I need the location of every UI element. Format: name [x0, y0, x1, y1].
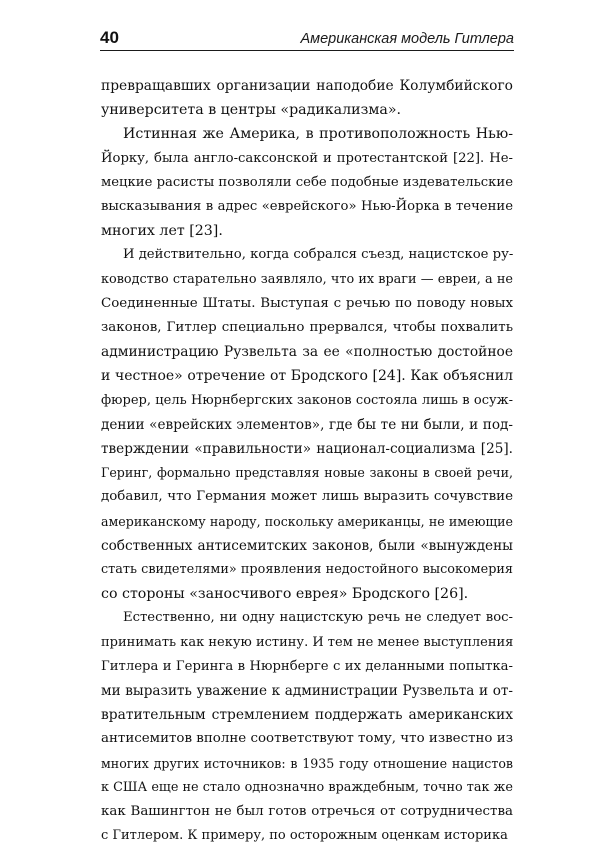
text-line: американскому народу, поскольку американцы, не имеющие [101, 513, 513, 529]
text-line: добавил, что Германия может лишь выразить сочувствие [101, 489, 513, 505]
text-line: ми выразить уважение к администрации Рузвельта и от- [101, 683, 513, 700]
text-line: антисемитов вполне соответствуют тому, что известно из [101, 731, 513, 747]
text-line: мецкие расисты позволяли себе подобные издевательские [101, 174, 513, 190]
text-line: со стороны «заносчивого еврея» Бродского [26]. [101, 586, 469, 603]
text-line: Йорку, была англо-саксонской и протестантской [22]. Не- [101, 150, 513, 166]
text-line: Истинная же Америка, в противоположность Нью- [123, 126, 513, 143]
text-line: собственных антисемитских законов, были «вынуждены [101, 537, 513, 554]
text-line: фюрер, цель Нюрнбергских законов состояла лишь в осуж- [101, 392, 513, 408]
text-line: и честное» отречение от Бродского [24]. Как объяснил [101, 368, 513, 385]
text-line: вратительным стремлением поддержать американских [101, 707, 513, 724]
text-line: принимать как некую истину. И тем не менее выступления [101, 634, 513, 650]
text-line: высказывания в адрес «еврейского» Нью-Йорка в течение [101, 199, 513, 215]
text-line: тверждении «правильности» национал-социализма [25]. [101, 441, 513, 458]
text-line: законов, Гитлер специально прервался, чтобы похвалить [101, 320, 513, 336]
paragraph [101, 122, 513, 243]
paragraph [101, 606, 513, 848]
text-line: превращавших организации наподобие Колумбийского [101, 78, 513, 94]
text-line: ководство старательно заявляло, что их враги — евреи, а не [101, 271, 513, 287]
text-line: дении «еврейских элементов», где бы те ни были, и под- [101, 416, 513, 433]
text-line: Естественно, ни одну нацистскую речь не следует вос- [123, 610, 513, 626]
body-text [101, 74, 513, 849]
text-line: администрацию Рузвельта за ее «полностью достойное [101, 344, 513, 361]
text-line: многих других источников: в 1935 году отношение нацистов [101, 755, 513, 771]
text-line: Соединенные Штаты. Выступая с речью по поводу новых [101, 295, 513, 311]
text-line: многих лет [23]. [101, 223, 223, 240]
text-line: как Вашингтон не был готов отречься от сотрудничества [101, 804, 513, 820]
text-line: к США еще не стало однозначно враждебным, точно так же [101, 779, 513, 795]
running-title: Американская модель Гитлера [300, 31, 514, 47]
text-line: Геринг, формально представляя новые законы в своей речи, [101, 465, 513, 481]
paragraph [101, 74, 513, 122]
text-line: стать свидетелями» проявления недостойного высокомерия [101, 562, 513, 578]
text-line: университета в центры «радикализма». [101, 102, 402, 119]
text-line: И действительно, когда собрался съезд, нацистское ру- [123, 247, 513, 263]
text-line: Гитлера и Геринга в Нюрнберге с их деланными попытка- [101, 658, 513, 674]
paragraph [101, 243, 513, 606]
text-line: с Гитлером. К примеру, по осторожным оценкам историка [101, 828, 508, 844]
page-header [100, 28, 514, 51]
page-number: 40 [100, 28, 119, 47]
